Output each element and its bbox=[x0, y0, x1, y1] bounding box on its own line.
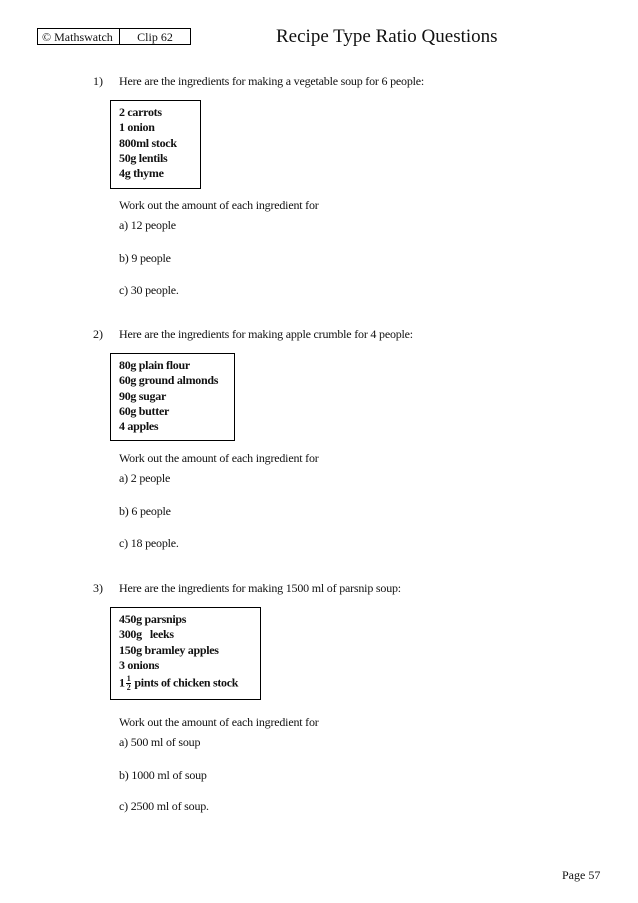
part-a: a) 2 people bbox=[119, 471, 171, 485]
ingredients-box bbox=[110, 353, 235, 441]
instruction: Work out the amount of each ingredient for bbox=[119, 451, 319, 465]
ingredient: 60g ground almonds bbox=[119, 373, 219, 388]
question-number: 3) bbox=[93, 581, 103, 595]
question-intro: Here are the ingredients for making 1500 ml of parsnip soup: bbox=[119, 581, 401, 595]
instruction: Work out the amount of each ingredient for bbox=[119, 715, 319, 729]
ingredient: 80g plain flour bbox=[119, 358, 190, 372]
ingredient: 50g lentils bbox=[119, 150, 168, 165]
ingredient: 60g butter bbox=[119, 403, 169, 418]
ingredient: 4g thyme bbox=[119, 166, 164, 181]
ingredient-chicken-stock bbox=[119, 675, 252, 692]
part-c: c) 2500 ml of soup. bbox=[119, 799, 209, 813]
part-b: b) 9 people bbox=[119, 251, 171, 265]
page-number: Page 57 bbox=[562, 868, 601, 882]
ingredient-text: pints of chicken stock bbox=[134, 675, 239, 690]
page-title: Recipe Type Ratio Questions bbox=[276, 26, 498, 47]
fraction-numerator: 1 bbox=[126, 674, 131, 684]
ingredient: 800ml stock bbox=[119, 135, 177, 150]
instruction: Work out the amount of each ingredient for bbox=[119, 198, 319, 212]
ingredient: 2 carrots bbox=[119, 105, 162, 119]
question-number: 1) bbox=[93, 74, 103, 88]
question-intro: Here are the ingredients for making a vegetable soup for 6 people: bbox=[119, 74, 425, 88]
part-a: a) 12 people bbox=[119, 218, 176, 232]
part-c: c) 18 people. bbox=[119, 536, 179, 550]
part-a: a) 500 ml of soup bbox=[119, 735, 201, 749]
question-intro: Here are the ingredients for making apple crumble for 4 people: bbox=[119, 327, 413, 341]
ingredient: 300g leeks bbox=[119, 627, 174, 642]
mixed-number-whole: 1 bbox=[119, 675, 125, 690]
ingredient: 450g parsnips bbox=[119, 612, 187, 626]
clip-label: Clip 62 bbox=[119, 28, 191, 45]
ingredients-box bbox=[110, 607, 261, 700]
fraction bbox=[126, 675, 132, 692]
question-number: 2) bbox=[93, 327, 103, 341]
part-b: b) 6 people bbox=[119, 504, 171, 518]
ingredient: 4 apples bbox=[119, 419, 159, 434]
brand-label: © Mathswatch bbox=[37, 28, 120, 45]
part-b: b) 1000 ml of soup bbox=[119, 768, 207, 782]
ingredient: 150g bramley apples bbox=[119, 642, 219, 657]
ingredient: 3 onions bbox=[119, 657, 159, 672]
fraction-denominator: 2 bbox=[126, 683, 131, 693]
part-c: c) 30 people. bbox=[119, 283, 179, 297]
ingredient: 90g sugar bbox=[119, 388, 166, 403]
ingredient: 1 onion bbox=[119, 120, 155, 135]
ingredients-box bbox=[110, 100, 201, 189]
